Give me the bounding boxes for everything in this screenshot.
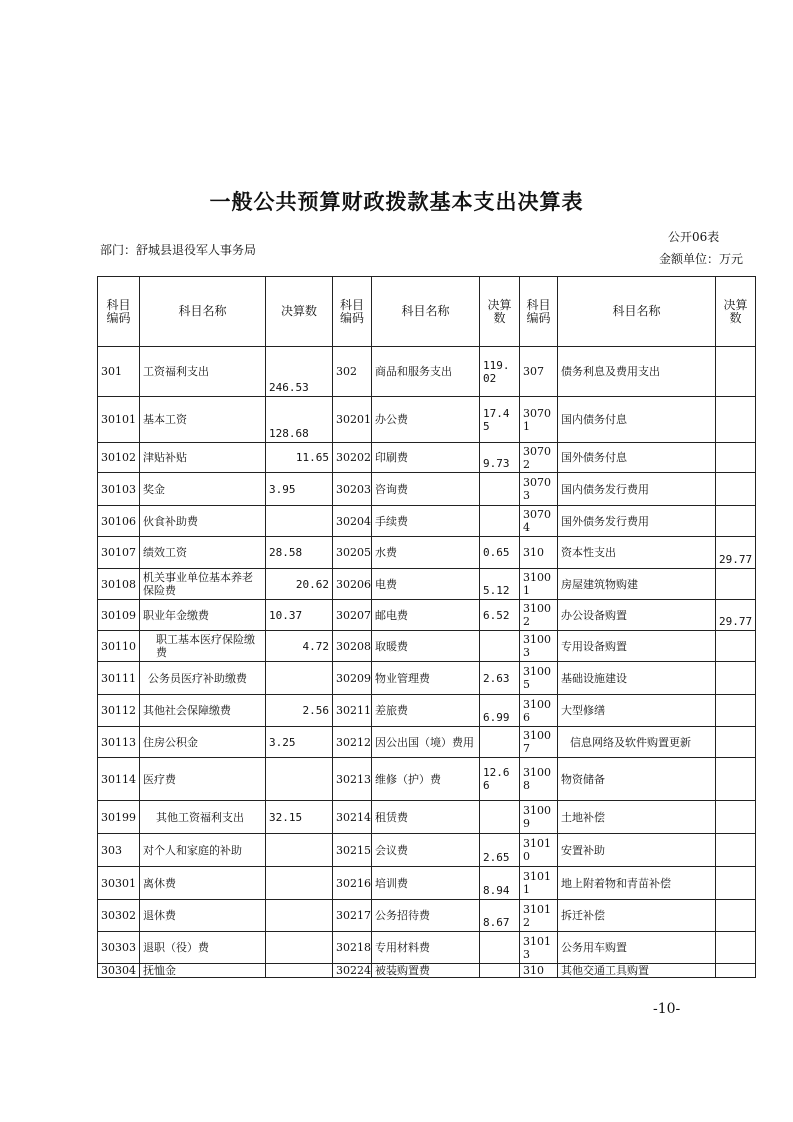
- cell-name-2: 被装购置费: [372, 964, 480, 978]
- cell-amount-2: 5.12: [480, 569, 520, 600]
- cell-code-1: 30102: [98, 443, 140, 473]
- cell-amount-1: 128.68: [266, 397, 333, 443]
- cell-code-3: 30702: [520, 443, 558, 473]
- table-row: [98, 834, 756, 867]
- cell-amount-3: [716, 801, 756, 834]
- cell-amount-1: 10.37: [266, 600, 333, 631]
- cell-code-2: 30217: [333, 900, 372, 932]
- cell-code-3: 30704: [520, 506, 558, 537]
- header-name-3: 科目名称: [558, 277, 716, 347]
- cell-code-3: 310: [520, 537, 558, 569]
- cell-code-1: 303: [98, 834, 140, 867]
- cell-amount-1: 246.53: [266, 347, 333, 397]
- cell-amount-2: 8.94: [480, 867, 520, 900]
- cell-name-3: 办公设备购置: [558, 600, 716, 631]
- cell-name-2: 印刷费: [372, 443, 480, 473]
- cell-name-2: 因公出国（境）费用: [372, 727, 480, 758]
- cell-amount-3: [716, 900, 756, 932]
- cell-code-2: 30218: [333, 932, 372, 964]
- cell-name-3: 地上附着物和青苗补偿: [558, 867, 716, 900]
- cell-name-1: 退职（役）费: [140, 932, 266, 964]
- cell-code-1: 30107: [98, 537, 140, 569]
- cell-name-1: 医疗费: [140, 758, 266, 801]
- cell-name-1: 抚恤金: [140, 964, 266, 978]
- cell-name-2: 电费: [372, 569, 480, 600]
- cell-amount-1: [266, 662, 333, 695]
- cell-amount-1: 2.56: [266, 695, 333, 727]
- cell-amount-2: 9.73: [480, 443, 520, 473]
- table-row: [98, 347, 756, 397]
- cell-code-2: 30205: [333, 537, 372, 569]
- table-row: [98, 695, 756, 727]
- cell-name-3: 资本性支出: [558, 537, 716, 569]
- cell-code-3: 31009: [520, 801, 558, 834]
- page-number: -10-: [653, 1001, 681, 1017]
- cell-code-3: 310: [520, 964, 558, 978]
- cell-name-2: 水费: [372, 537, 480, 569]
- cell-code-1: 30113: [98, 727, 140, 758]
- cell-code-3: 31012: [520, 900, 558, 932]
- cell-name-3: 公务用车购置: [558, 932, 716, 964]
- cell-name-2: 邮电费: [372, 600, 480, 631]
- cell-code-2: 30214: [333, 801, 372, 834]
- table-row: [98, 758, 756, 801]
- cell-code-1: 30301: [98, 867, 140, 900]
- cell-amount-2: [480, 631, 520, 662]
- form-number: 公开06表: [668, 230, 720, 244]
- department-label: 部门：舒城县退役军人事务局: [100, 243, 257, 257]
- cell-name-3: 土地补偿: [558, 801, 716, 834]
- cell-amount-1: 3.95: [266, 473, 333, 506]
- cell-code-3: 31003: [520, 631, 558, 662]
- cell-name-1: 奖金: [140, 473, 266, 506]
- cell-amount-3: [716, 662, 756, 695]
- cell-code-1: 301: [98, 347, 140, 397]
- unit-label: 金额单位：万元: [659, 252, 744, 266]
- cell-name-1: 津贴补贴: [140, 443, 266, 473]
- cell-code-3: 30703: [520, 473, 558, 506]
- cell-amount-2: [480, 964, 520, 978]
- cell-amount-2: 2.65: [480, 834, 520, 867]
- cell-amount-3: [716, 727, 756, 758]
- cell-code-2: 30212: [333, 727, 372, 758]
- cell-name-1: 住房公积金: [140, 727, 266, 758]
- cell-amount-2: [480, 473, 520, 506]
- cell-name-2: 取暖费: [372, 631, 480, 662]
- cell-code-3: 31013: [520, 932, 558, 964]
- cell-amount-3: [716, 867, 756, 900]
- cell-amount-1: [266, 964, 333, 978]
- cell-name-1: 对个人和家庭的补助: [140, 834, 266, 867]
- cell-amount-3: [716, 569, 756, 600]
- table-row: [98, 900, 756, 932]
- cell-name-1: 其他社会保障缴费: [140, 695, 266, 727]
- cell-name-3: 国外债务付息: [558, 443, 716, 473]
- cell-amount-1: 11.65: [266, 443, 333, 473]
- cell-code-2: 30224: [333, 964, 372, 978]
- cell-code-2: 30203: [333, 473, 372, 506]
- cell-name-3: 基础设施建设: [558, 662, 716, 695]
- cell-code-1: 30108: [98, 569, 140, 600]
- table-row: [98, 600, 756, 631]
- cell-name-3: 国内债务发行费用: [558, 473, 716, 506]
- cell-name-1: 机关事业单位基本养老保险费: [140, 569, 266, 600]
- cell-code-3: 31001: [520, 569, 558, 600]
- cell-amount-3: 29.77: [716, 600, 756, 631]
- header-code-1: 科目编码: [98, 277, 140, 347]
- cell-name-2: 办公费: [372, 397, 480, 443]
- cell-amount-2: [480, 801, 520, 834]
- cell-code-2: 30215: [333, 834, 372, 867]
- cell-name-3: 国外债务发行费用: [558, 506, 716, 537]
- cell-name-1: 退休费: [140, 900, 266, 932]
- cell-code-3: 31010: [520, 834, 558, 867]
- cell-code-2: 30201: [333, 397, 372, 443]
- table-row: [98, 801, 756, 834]
- cell-amount-1: 28.58: [266, 537, 333, 569]
- cell-amount-2: 6.99: [480, 695, 520, 727]
- cell-code-3: 31002: [520, 600, 558, 631]
- header-amount-3: 决算数: [716, 277, 756, 347]
- cell-code-3: 307: [520, 347, 558, 397]
- table-row: [98, 932, 756, 964]
- cell-code-2: 30208: [333, 631, 372, 662]
- cell-amount-2: 17.45: [480, 397, 520, 443]
- cell-name-1: 绩效工资: [140, 537, 266, 569]
- cell-name-2: 差旅费: [372, 695, 480, 727]
- cell-name-2: 商品和服务支出: [372, 347, 480, 397]
- cell-amount-1: [266, 506, 333, 537]
- cell-code-2: 30202: [333, 443, 372, 473]
- cell-name-2: 专用材料费: [372, 932, 480, 964]
- cell-name-1: 职业年金缴费: [140, 600, 266, 631]
- cell-code-2: 30213: [333, 758, 372, 801]
- cell-code-1: 30109: [98, 600, 140, 631]
- cell-name-1: 职工基本医疗保险缴费: [140, 631, 266, 662]
- cell-amount-3: [716, 631, 756, 662]
- cell-code-2: 30216: [333, 867, 372, 900]
- cell-code-1: 30199: [98, 801, 140, 834]
- cell-amount-1: 4.72: [266, 631, 333, 662]
- cell-code-3: 31011: [520, 867, 558, 900]
- cell-amount-1: [266, 932, 333, 964]
- cell-amount-3: [716, 473, 756, 506]
- cell-code-3: 31006: [520, 695, 558, 727]
- table-row: [98, 964, 756, 978]
- cell-code-1: 30114: [98, 758, 140, 801]
- cell-code-1: 30304: [98, 964, 140, 978]
- cell-amount-3: [716, 932, 756, 964]
- cell-name-2: 租赁费: [372, 801, 480, 834]
- header-name-2: 科目名称: [372, 277, 480, 347]
- table-row: [98, 867, 756, 900]
- cell-name-2: 维修（护）费: [372, 758, 480, 801]
- budget-table: [97, 276, 756, 978]
- header-code-2: 科目编码: [333, 277, 372, 347]
- cell-code-1: 30110: [98, 631, 140, 662]
- cell-amount-3: [716, 397, 756, 443]
- cell-amount-1: [266, 900, 333, 932]
- cell-amount-2: 6.52: [480, 600, 520, 631]
- cell-amount-1: [266, 834, 333, 867]
- cell-code-1: 30112: [98, 695, 140, 727]
- header-code-3: 科目编码: [520, 277, 558, 347]
- cell-amount-3: [716, 834, 756, 867]
- cell-name-3: 其他交通工具购置: [558, 964, 716, 978]
- cell-code-1: 30111: [98, 662, 140, 695]
- cell-code-3: 31005: [520, 662, 558, 695]
- cell-name-1: 伙食补助费: [140, 506, 266, 537]
- table-row: [98, 443, 756, 473]
- cell-amount-3: [716, 964, 756, 978]
- cell-code-2: 302: [333, 347, 372, 397]
- cell-name-3: 债务利息及费用支出: [558, 347, 716, 397]
- cell-name-2: 公务招待费: [372, 900, 480, 932]
- cell-name-3: 拆迁补偿: [558, 900, 716, 932]
- table-row: [98, 506, 756, 537]
- cell-amount-1: [266, 867, 333, 900]
- cell-name-3: 信息网络及软件购置更新: [558, 727, 716, 758]
- cell-amount-3: [716, 506, 756, 537]
- header-amount-2: 决算数: [480, 277, 520, 347]
- table-row: [98, 537, 756, 569]
- cell-name-1: 工资福利支出: [140, 347, 266, 397]
- cell-amount-2: 8.67: [480, 900, 520, 932]
- cell-name-3: 专用设备购置: [558, 631, 716, 662]
- cell-name-2: 咨询费: [372, 473, 480, 506]
- cell-code-1: 30303: [98, 932, 140, 964]
- cell-name-1: 公务员医疗补助缴费: [140, 662, 266, 695]
- table-row: [98, 727, 756, 758]
- cell-name-1: 离休费: [140, 867, 266, 900]
- cell-code-2: 30211: [333, 695, 372, 727]
- cell-code-2: 30209: [333, 662, 372, 695]
- table-row: [98, 569, 756, 600]
- cell-amount-2: 12.66: [480, 758, 520, 801]
- cell-amount-2: 119.02: [480, 347, 520, 397]
- header-amount-1: 决算数: [266, 277, 333, 347]
- cell-code-2: 30204: [333, 506, 372, 537]
- cell-code-2: 30207: [333, 600, 372, 631]
- cell-name-1: 其他工资福利支出: [140, 801, 266, 834]
- cell-amount-3: [716, 758, 756, 801]
- header-name-1: 科目名称: [140, 277, 266, 347]
- cell-code-1: 30101: [98, 397, 140, 443]
- cell-code-3: 31007: [520, 727, 558, 758]
- cell-name-3: 房屋建筑物购建: [558, 569, 716, 600]
- cell-name-3: 大型修缮: [558, 695, 716, 727]
- cell-name-2: 会议费: [372, 834, 480, 867]
- cell-name-2: 培训费: [372, 867, 480, 900]
- cell-name-2: 物业管理费: [372, 662, 480, 695]
- cell-amount-3: [716, 695, 756, 727]
- cell-name-3: 安置补助: [558, 834, 716, 867]
- cell-amount-1: [266, 758, 333, 801]
- cell-amount-2: [480, 932, 520, 964]
- cell-code-1: 30103: [98, 473, 140, 506]
- cell-name-1: 基本工资: [140, 397, 266, 443]
- cell-code-2: 30206: [333, 569, 372, 600]
- cell-amount-1: 20.62: [266, 569, 333, 600]
- cell-amount-2: [480, 506, 520, 537]
- table-header-row: [98, 277, 756, 347]
- cell-amount-2: 2.63: [480, 662, 520, 695]
- cell-name-2: 手续费: [372, 506, 480, 537]
- table-row: [98, 631, 756, 662]
- cell-amount-3: [716, 443, 756, 473]
- table-row: [98, 397, 756, 443]
- table-row: [98, 662, 756, 695]
- cell-code-1: 30106: [98, 506, 140, 537]
- cell-amount-3: 29.77: [716, 537, 756, 569]
- cell-amount-1: 32.15: [266, 801, 333, 834]
- cell-amount-2: 0.65: [480, 537, 520, 569]
- cell-name-3: 国内债务付息: [558, 397, 716, 443]
- page-title: 一般公共预算财政拨款基本支出决算表: [209, 190, 584, 214]
- cell-amount-1: 3.25: [266, 727, 333, 758]
- cell-code-3: 31008: [520, 758, 558, 801]
- cell-amount-3: [716, 347, 756, 397]
- cell-code-1: 30302: [98, 900, 140, 932]
- cell-amount-2: [480, 727, 520, 758]
- cell-code-3: 30701: [520, 397, 558, 443]
- cell-name-3: 物资储备: [558, 758, 716, 801]
- table-row: [98, 473, 756, 506]
